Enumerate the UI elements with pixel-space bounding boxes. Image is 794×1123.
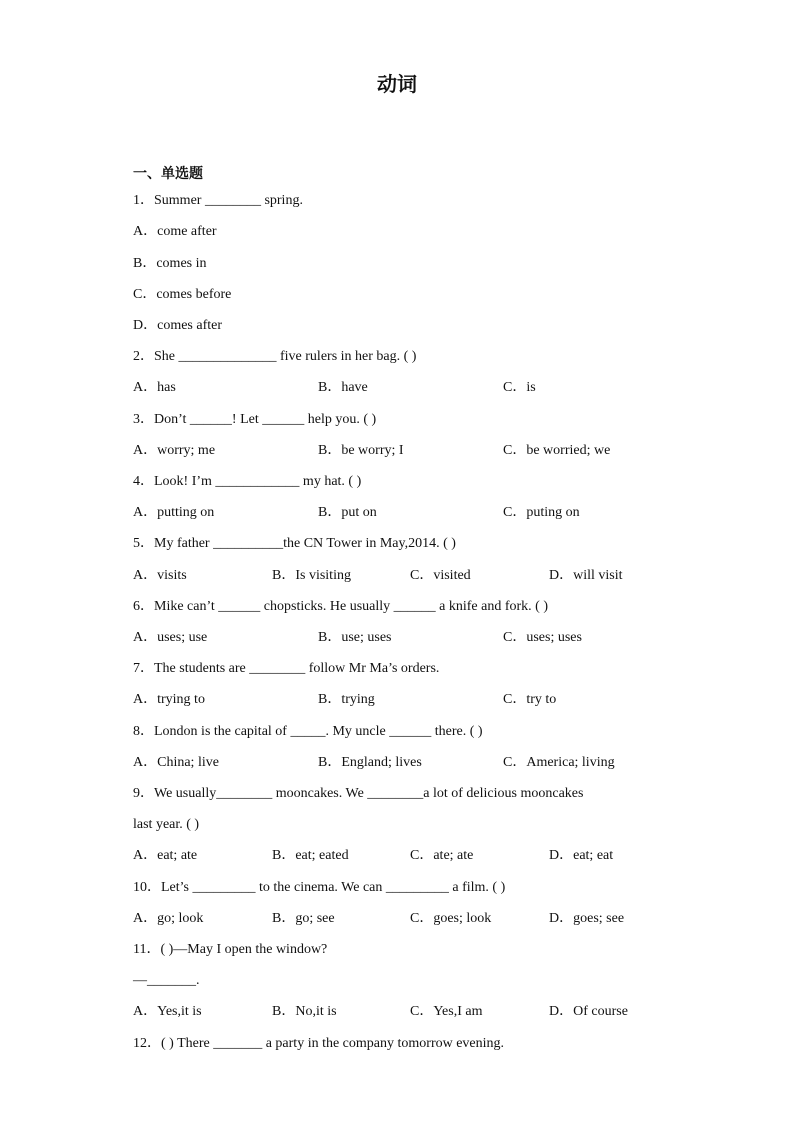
question-10: 10．Let’s _________ to the cinema. We can _________ a film. ( ) — [133, 880, 506, 895]
q9-option-a: A．eat; ate — [133, 848, 198, 863]
q5-option-b: B．Is visiting — [272, 568, 351, 583]
q7-option-c: C．try to — [503, 692, 557, 707]
question-7: 7．The students are ________ follow Mr Ma’s orders. — [133, 661, 440, 676]
q9-option-b: B．eat; eated — [272, 848, 349, 863]
q7-option-a: A．trying to — [133, 692, 205, 707]
section-heading: 一、单选题 — [133, 166, 203, 182]
q3-option-c: C．be worried; we — [503, 443, 611, 458]
q8-option-c: C．America; living — [503, 755, 615, 770]
q1-option-d: D．comes after — [133, 318, 223, 333]
q7-option-b: B．trying — [318, 692, 375, 707]
q3-option-b: B．be worry; I — [318, 443, 404, 458]
q4-option-a: A．putting on — [133, 505, 215, 520]
question-12: 12．( ) There _______ a party in the company tomorrow evening. — [133, 1036, 505, 1051]
question-3: 3．Don’t ______! Let ______ help you. ( ) — [133, 412, 377, 427]
question-11-reply: —_______. — [133, 973, 200, 988]
question-1: 1．Summer ________ spring. — [133, 193, 303, 208]
q2-option-a: A．has — [133, 380, 176, 395]
q11-option-c: C．Yes,I am — [410, 1004, 483, 1019]
question-4: 4．Look! I’m ____________ my hat. ( ) — [133, 474, 362, 489]
q11-option-a: A．Yes,it is — [133, 1004, 202, 1019]
q11-option-b: B．No,it is — [272, 1004, 337, 1019]
q9-option-d: D．eat; eat — [549, 848, 614, 863]
q8-option-b: B．England; lives — [318, 755, 422, 770]
q6-option-c: C．uses; uses — [503, 630, 582, 645]
q5-option-a: A．visits — [133, 568, 187, 583]
q1-option-a: A．come after — [133, 224, 217, 239]
question-5: 5．My father __________the CN Tower in May,2014. ( ) — [133, 536, 456, 551]
q10-option-c: C．goes; look — [410, 911, 492, 926]
q5-option-d: D．will visit — [549, 568, 623, 583]
q3-option-a: A．worry; me — [133, 443, 216, 458]
question-2: 2．She ______________ five rulers in her bag. ( ) — [133, 349, 417, 364]
q4-option-c: C．puting on — [503, 505, 580, 520]
q1-option-c: C．comes before — [133, 287, 232, 302]
q6-option-a: A．uses; use — [133, 630, 208, 645]
q10-option-b: B．go; see — [272, 911, 335, 926]
question-6: 6．Mike can’t ______ chopsticks. He usually ______ a knife and fork. ( ) — [133, 599, 548, 614]
question-9: 9．We usually________ mooncakes. We ________a lot of delicious mooncakes — [133, 786, 584, 801]
q8-option-a: A．China; live — [133, 755, 219, 770]
question-9-cont: last year. ( ) — [133, 817, 200, 832]
q11-option-d: D．Of course — [549, 1004, 628, 1019]
question-8: 8．London is the capital of _____. My uncle ______ there. ( ) — [133, 724, 483, 739]
q1-option-b: B．comes in — [133, 256, 207, 271]
q10-option-d: D．goes; see — [549, 911, 625, 926]
q2-option-c: C．is — [503, 380, 536, 395]
q6-option-b: B．use; uses — [318, 630, 392, 645]
page-title: 动词 — [377, 72, 417, 96]
q2-option-b: B．have — [318, 380, 368, 395]
question-11: 11．( )—May I open the window? — [133, 942, 328, 957]
q9-option-c: C．ate; ate — [410, 848, 474, 863]
q10-option-a: A．go; look — [133, 911, 204, 926]
q4-option-b: B．put on — [318, 505, 377, 520]
q5-option-c: C．visited — [410, 568, 471, 583]
